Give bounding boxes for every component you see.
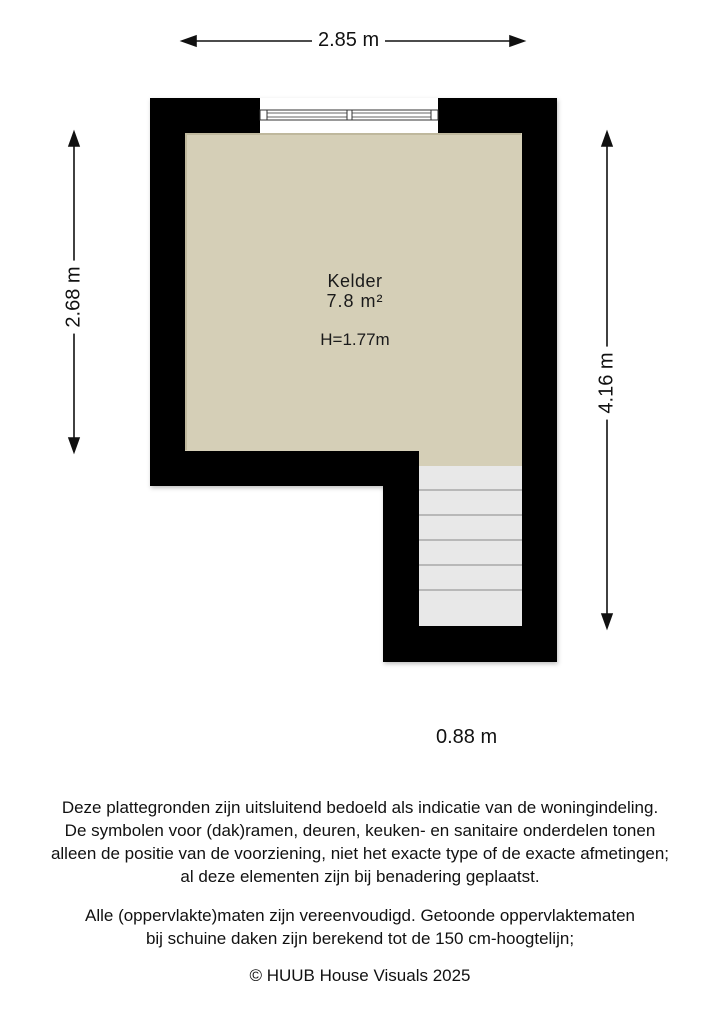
stairs <box>419 466 522 626</box>
dimension-top-label: 2.85 m <box>312 29 385 52</box>
disclaimer-line: al deze elementen zijn bij benadering geplaatst. <box>180 867 540 886</box>
room-height: H=1.77m <box>320 330 390 349</box>
dimension-bottom-label: 0.88 m <box>432 726 501 749</box>
disclaimer-line: Deze plattegronden zijn uitsluitend bedoeld als indicatie van de woningindeling. <box>61 798 659 817</box>
window <box>260 98 438 133</box>
disclaimer-line: alleen de positie van de voorziening, niet het exacte type of de exacte afmetingen; <box>50 844 670 863</box>
room-area: 7.8 m² <box>326 291 384 311</box>
disclaimer-paragraph-1 <box>0 796 720 888</box>
disclaimer-line: De symbolen voor (dak)ramen, deuren, keuken- en sanitaire onderdelen tonen <box>64 821 656 840</box>
copyright-notice: © HUUB House Visuals 2025 <box>249 966 471 985</box>
disclaimer-line: Alle (oppervlakte)maten zijn vereenvoudigd. Getoonde oppervlaktematen <box>85 906 635 925</box>
disclaimer-line: bij schuine daken zijn berekend tot de 150 cm-hoogtelijn; <box>145 929 575 948</box>
dimension-left-label: 2.68 m <box>63 260 86 333</box>
dimension-right-label: 4.16 m <box>596 346 619 419</box>
room-name: Kelder <box>327 271 383 291</box>
disclaimer-paragraph-2 <box>0 904 720 950</box>
